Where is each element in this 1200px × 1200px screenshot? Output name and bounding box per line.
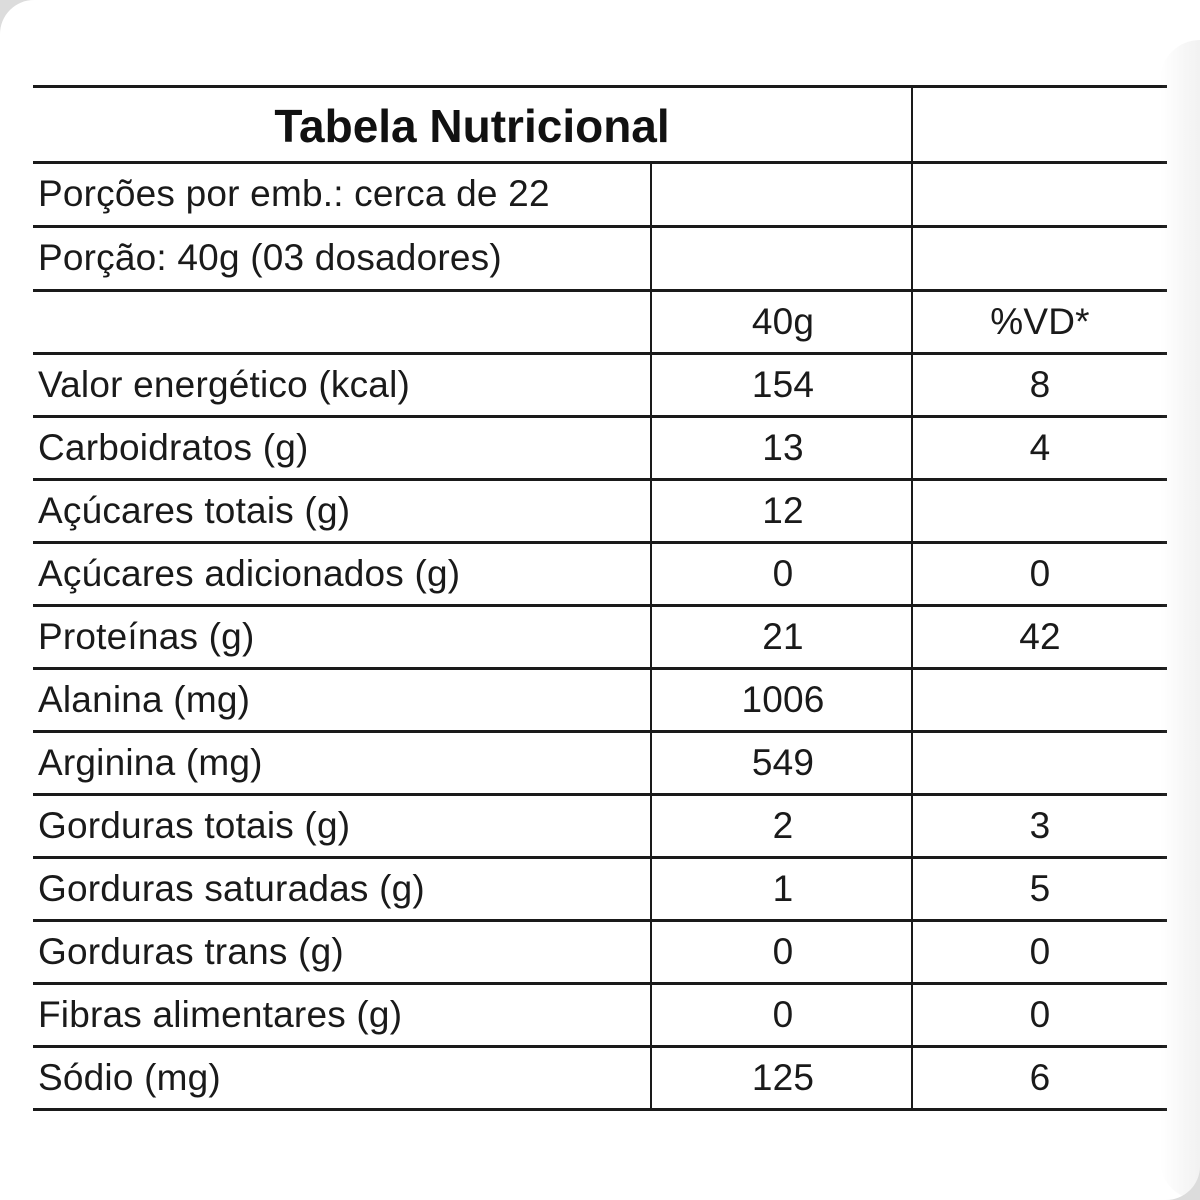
nutrient-amount: 125 [751, 1057, 815, 1098]
nutrient-amount: 0 [772, 553, 794, 594]
nutrient-label: Gorduras trans (g) [38, 931, 344, 972]
nutrient-label: Sódio (mg) [38, 1057, 221, 1098]
nutrient-daily-value: 0 [1029, 994, 1051, 1035]
vertical-rule [650, 162, 652, 1109]
nutrient-label: Arginina (mg) [38, 742, 263, 783]
horizontal-rule [33, 982, 1167, 985]
horizontal-rule [33, 85, 1167, 88]
nutrient-amount: 12 [762, 490, 804, 531]
nutrient-amount: 2 [772, 805, 794, 846]
nutrient-label: Fibras alimentares (g) [38, 994, 403, 1035]
column-header-daily-value: %VD* [990, 301, 1090, 342]
nutrient-label: Gorduras saturadas (g) [38, 868, 425, 909]
nutrient-amount: 1006 [741, 679, 825, 720]
horizontal-rule [33, 541, 1167, 544]
nutrient-daily-value: 0 [1029, 553, 1051, 594]
nutrient-daily-value: 3 [1029, 805, 1051, 846]
horizontal-rule [33, 856, 1167, 859]
horizontal-rule [33, 1045, 1167, 1048]
nutrient-amount: 1 [772, 868, 794, 909]
nutrient-label: Proteínas (g) [38, 616, 255, 657]
horizontal-rule [33, 161, 1167, 164]
nutrient-daily-value: 42 [1019, 616, 1061, 657]
nutrient-amount: 549 [751, 742, 815, 783]
horizontal-rule [33, 793, 1167, 796]
horizontal-rule [33, 667, 1167, 670]
horizontal-rule [33, 919, 1167, 922]
nutrient-daily-value: 4 [1029, 427, 1051, 468]
horizontal-rule [33, 604, 1167, 607]
nutrient-amount: 0 [772, 931, 794, 972]
nutrient-amount: 21 [762, 616, 804, 657]
nutrient-amount: 154 [751, 364, 815, 405]
nutrient-label: Carboidratos (g) [38, 427, 309, 468]
nutrient-amount: 13 [762, 427, 804, 468]
servings-per-package: Porções por emb.: cerca de 22 [38, 173, 550, 214]
nutrient-label: Gorduras totais (g) [38, 805, 351, 846]
nutrient-daily-value: 0 [1029, 931, 1051, 972]
column-header-amount: 40g [751, 301, 815, 342]
horizontal-rule [33, 415, 1167, 418]
nutrient-label: Valor energético (kcal) [38, 364, 411, 405]
horizontal-rule [33, 478, 1167, 481]
horizontal-rule [33, 289, 1167, 292]
horizontal-rule [33, 352, 1167, 355]
nutrient-amount: 0 [772, 994, 794, 1035]
nutrient-daily-value: 8 [1029, 364, 1051, 405]
nutrient-label: Alanina (mg) [38, 679, 251, 720]
serving-size: Porção: 40g (03 dosadores) [38, 237, 502, 278]
horizontal-rule [33, 225, 1167, 228]
nutrient-label: Açúcares totais (g) [38, 490, 351, 531]
nutrient-label: Açúcares adicionados (g) [38, 553, 461, 594]
nutrient-daily-value: 5 [1029, 868, 1051, 909]
table-title: Tabela Nutricional [274, 100, 670, 152]
horizontal-rule [33, 1108, 1167, 1111]
nutrient-daily-value: 6 [1029, 1057, 1051, 1098]
vertical-rule [911, 86, 913, 1109]
nutrition-table [33, 86, 1167, 1112]
horizontal-rule [33, 730, 1167, 733]
